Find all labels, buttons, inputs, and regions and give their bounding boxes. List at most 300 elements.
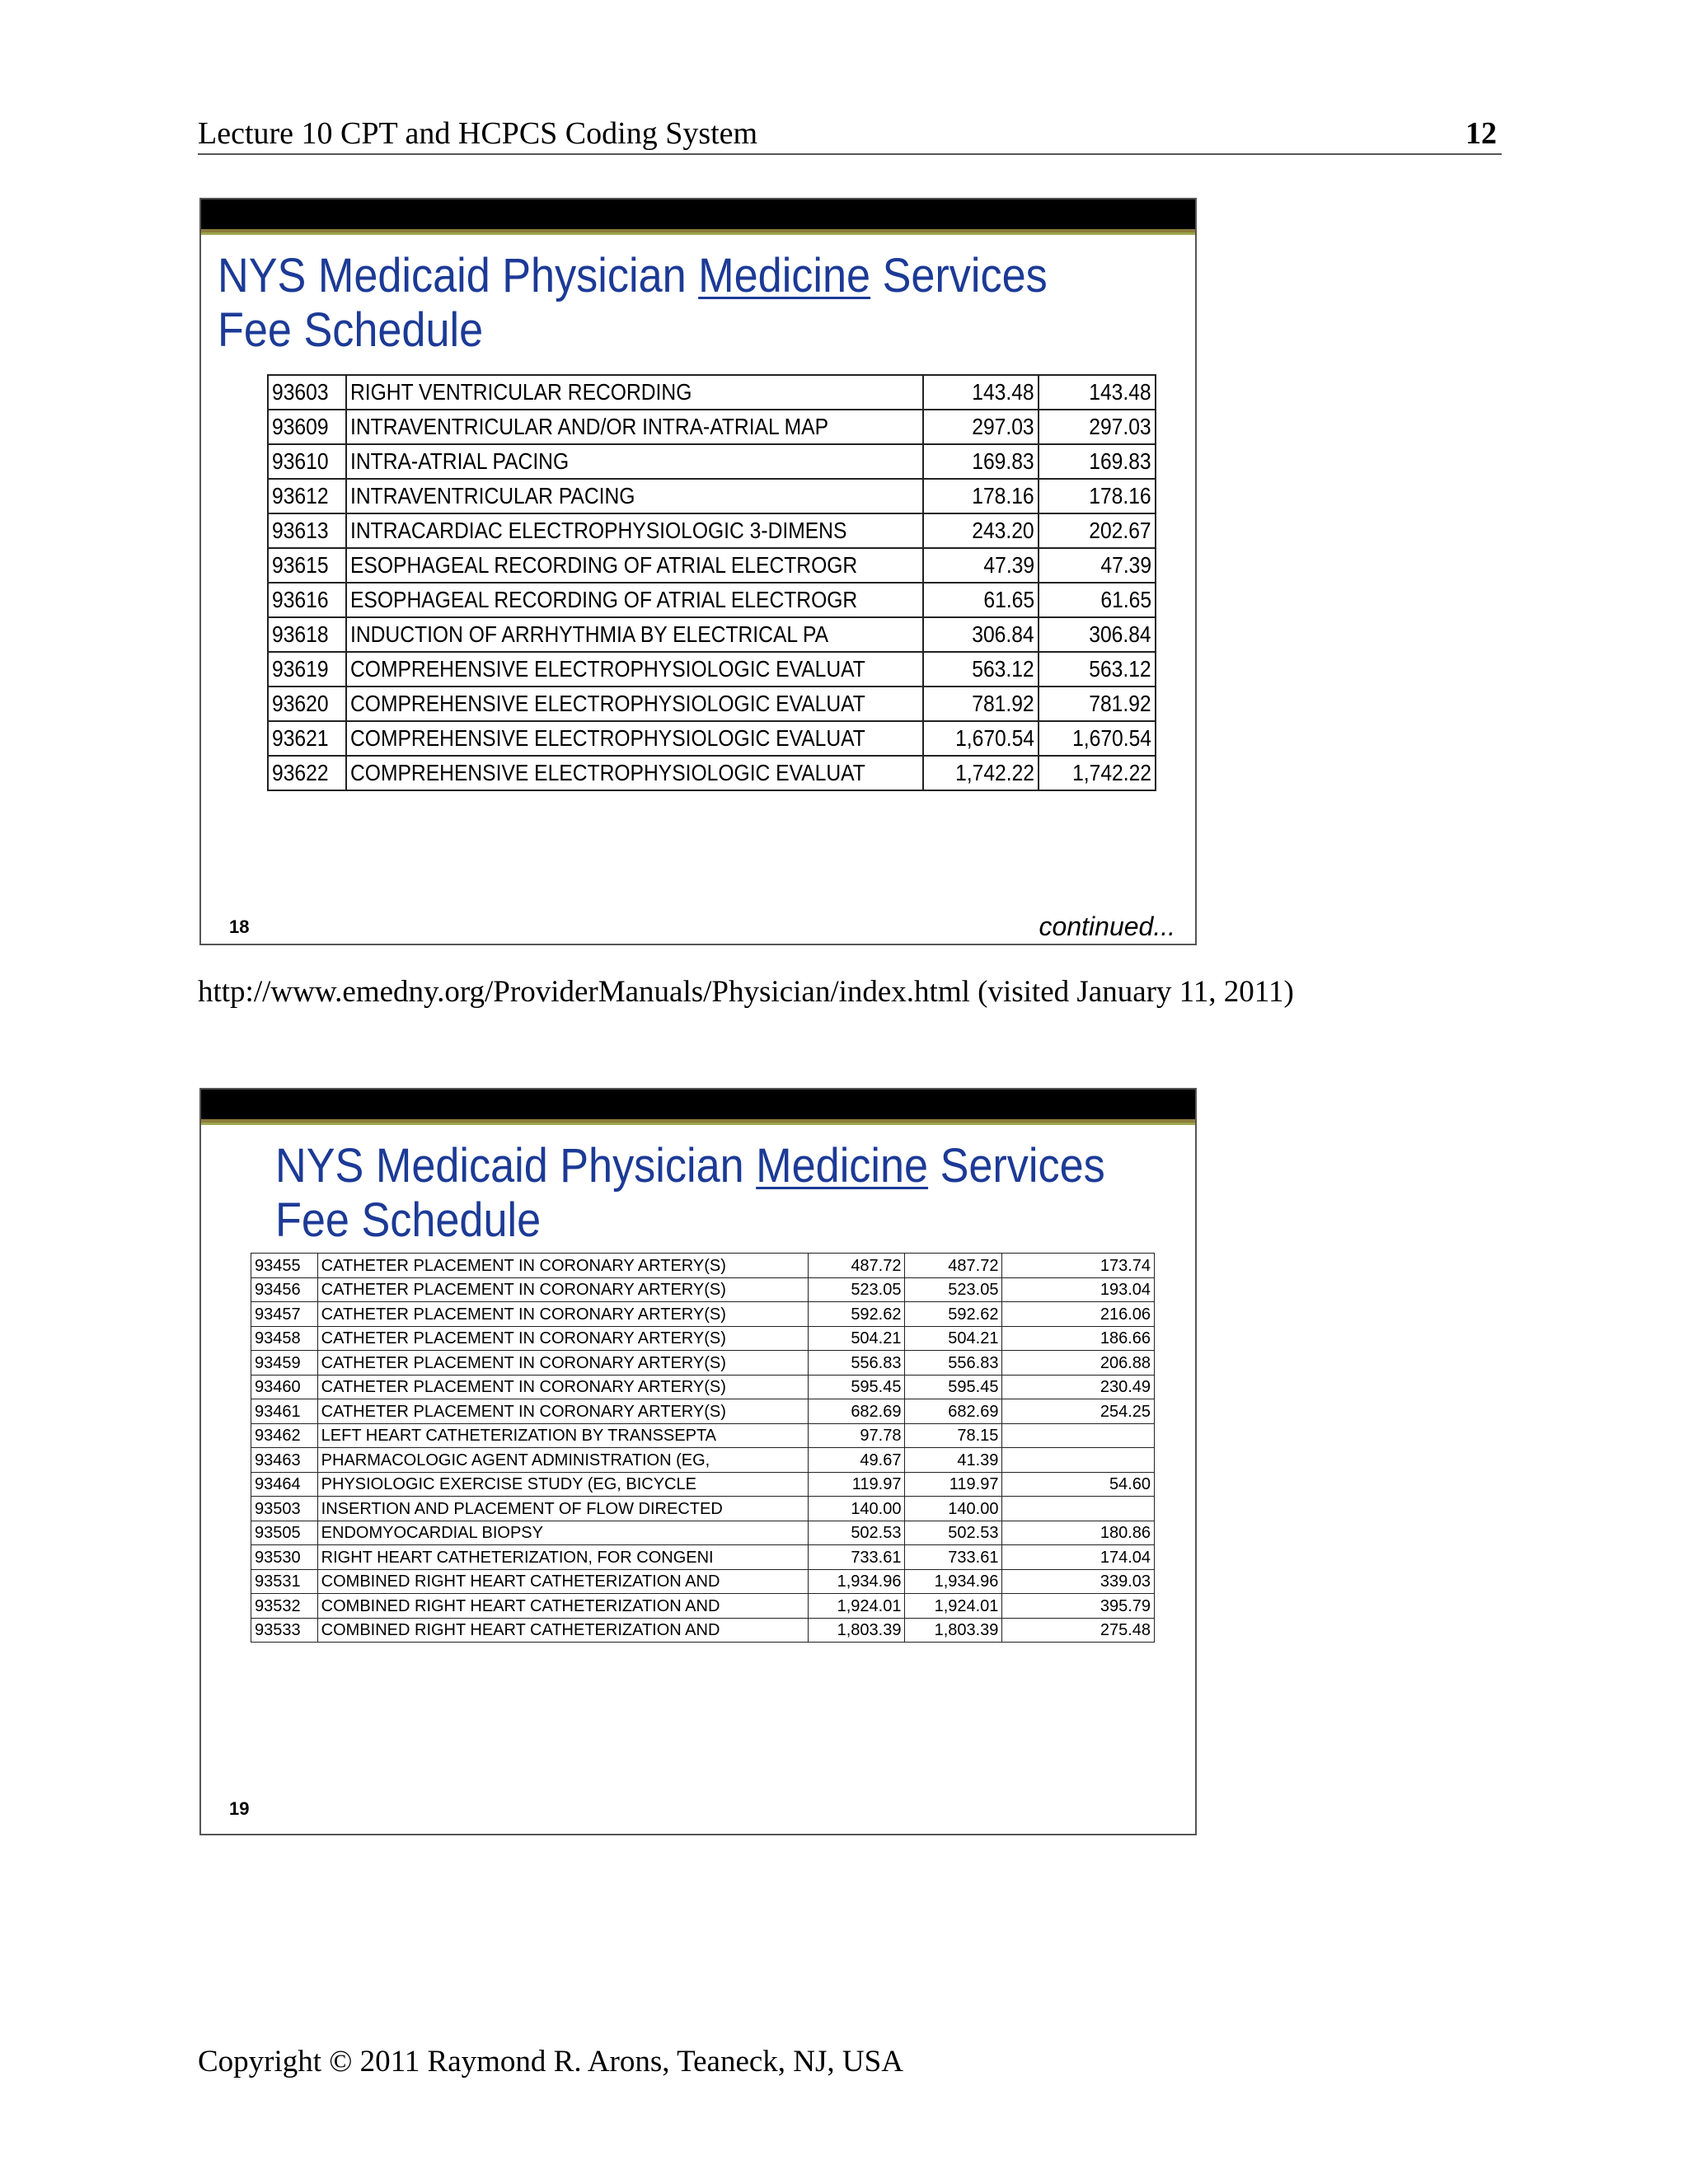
fee-cell: [808, 1545, 905, 1570]
fee-cell: [1002, 1423, 1155, 1448]
table-row: [251, 1326, 1155, 1351]
code-cell: [268, 375, 346, 410]
cell-text: 174.04: [1100, 1548, 1151, 1567]
fee-cell: [1002, 1302, 1155, 1327]
code-cell: [251, 1521, 318, 1545]
code-cell: [268, 756, 346, 790]
fee-cell: [905, 1569, 1002, 1594]
cell-text: CATHETER PLACEMENT IN CORONARY ARTERY(S): [321, 1305, 726, 1324]
table-row: [251, 1423, 1155, 1448]
cell-text: 230.49: [1100, 1378, 1151, 1396]
description-cell: [317, 1521, 808, 1545]
cell-text: 173.74: [1100, 1256, 1151, 1275]
fee-cell: [923, 513, 1039, 548]
cell-text: 93619: [272, 656, 329, 682]
cell-text: 119.97: [851, 1475, 902, 1493]
title-line-2: Fee Schedule: [218, 303, 484, 357]
table-row: [251, 1618, 1155, 1643]
page-header: [198, 115, 1502, 155]
fee-cell: [808, 1423, 905, 1448]
slide-title: [275, 1139, 1105, 1248]
cell-text: PHYSIOLOGIC EXERCISE STUDY (EG, BICYCLE: [321, 1475, 696, 1493]
page-number: 12: [1465, 116, 1497, 151]
cell-text: 93621: [272, 725, 329, 751]
fee-cell: [808, 1302, 905, 1327]
fee-schedule-table: [267, 374, 1156, 791]
cell-text: INTRAVENTRICULAR AND/OR INTRA-ATRIAL MAP: [350, 414, 829, 439]
fee-cell: [905, 1618, 1002, 1643]
cell-text: 93532: [255, 1596, 301, 1615]
code-cell: [268, 479, 346, 513]
cell-text: 47.39: [983, 552, 1034, 578]
cell-text: 1,934.96: [934, 1572, 999, 1591]
cell-text: 682.69: [851, 1402, 902, 1421]
fee-cell: [808, 1326, 905, 1351]
fee-cell: [1039, 652, 1156, 687]
cell-text: ENDOMYOCARDIAL BIOPSY: [321, 1524, 543, 1542]
fee-cell: [905, 1497, 1002, 1521]
fee-cell: [1002, 1326, 1155, 1351]
fee-cell: [808, 1521, 905, 1545]
cell-text: 306.84: [1089, 621, 1151, 647]
fee-cell: [905, 1423, 1002, 1448]
table-row: [268, 756, 1156, 790]
description-cell: [317, 1594, 808, 1619]
cell-text: 93455: [255, 1256, 301, 1275]
cell-text: COMPREHENSIVE ELECTROPHYSIOLOGIC EVALUAT: [350, 656, 865, 682]
fee-cell: [1002, 1472, 1155, 1497]
description-cell: [346, 687, 923, 721]
table-row: [251, 1448, 1155, 1473]
cell-text: INTRAVENTRICULAR PACING: [350, 483, 635, 509]
fee-cell: [1002, 1618, 1155, 1643]
cell-text: 97.78: [860, 1427, 902, 1445]
fee-cell: [1002, 1569, 1155, 1594]
code-cell: [268, 617, 346, 652]
fee-cell: [1039, 479, 1156, 513]
fee-cell: [923, 479, 1039, 513]
title-text-end: Services: [928, 1139, 1105, 1193]
description-cell: [346, 513, 923, 548]
description-cell: [317, 1497, 808, 1521]
description-cell: [346, 583, 923, 617]
code-cell: [268, 721, 346, 756]
description-cell: [346, 375, 923, 410]
cell-text: 781.92: [972, 691, 1034, 716]
cell-text: 93618: [272, 621, 329, 647]
cell-text: 93616: [272, 587, 329, 612]
cell-text: COMPREHENSIVE ELECTROPHYSIOLOGIC EVALUAT: [350, 760, 865, 785]
cell-text: 93609: [272, 414, 329, 439]
cell-text: 1,803.39: [934, 1621, 999, 1639]
table-row: [268, 583, 1156, 617]
fee-cell: [808, 1351, 905, 1376]
table-row: [251, 1351, 1155, 1376]
slide-rule-green: [201, 1122, 1195, 1125]
code-cell: [251, 1423, 318, 1448]
description-cell: [317, 1448, 808, 1473]
fee-cell: [1039, 756, 1156, 790]
description-cell: [346, 410, 923, 444]
cell-text: 1,742.22: [955, 760, 1034, 785]
fee-cell: [923, 410, 1039, 444]
table-row: [268, 479, 1156, 513]
fee-cell: [808, 1594, 905, 1619]
cell-text: 556.83: [948, 1353, 999, 1372]
cell-text: 733.61: [851, 1548, 902, 1567]
cell-text: 216.06: [1100, 1305, 1151, 1324]
code-cell: [268, 583, 346, 617]
code-cell: [251, 1375, 318, 1399]
table-row: [251, 1375, 1155, 1399]
cell-text: 206.88: [1100, 1353, 1151, 1372]
cell-text: 93620: [272, 691, 329, 716]
description-cell: [317, 1569, 808, 1594]
code-cell: [251, 1472, 318, 1497]
cell-text: 1,670.54: [1072, 725, 1151, 751]
code-cell: [268, 652, 346, 687]
code-cell: [251, 1545, 318, 1570]
fee-cell: [1002, 1497, 1155, 1521]
cell-text: 143.48: [972, 379, 1034, 405]
cell-text: COMPREHENSIVE ELECTROPHYSIOLOGIC EVALUAT: [350, 725, 865, 751]
cell-text: 193.04: [1100, 1281, 1151, 1299]
fee-cell: [1039, 375, 1156, 410]
cell-text: ESOPHAGEAL RECORDING OF ATRIAL ELECTROGR: [350, 587, 858, 612]
cell-text: 143.48: [1089, 379, 1151, 405]
cell-text: 41.39: [957, 1451, 999, 1469]
title-text-end: Services: [870, 249, 1048, 302]
code-cell: [251, 1618, 318, 1643]
cell-text: LEFT HEART CATHETERIZATION BY TRANSSEPTA: [321, 1427, 717, 1445]
fee-cell: [1039, 410, 1156, 444]
code-cell: [251, 1326, 318, 1351]
description-cell: [317, 1472, 808, 1497]
code-cell: [268, 444, 346, 479]
fee-cell: [905, 1448, 1002, 1473]
cell-text: CATHETER PLACEMENT IN CORONARY ARTERY(S): [321, 1329, 726, 1347]
description-cell: [346, 444, 923, 479]
table-row: [251, 1254, 1155, 1278]
code-cell: [251, 1594, 318, 1619]
cell-text: 93610: [272, 448, 329, 474]
fee-cell: [808, 1254, 905, 1278]
code-cell: [251, 1497, 318, 1521]
title-text: NYS Medicaid Physician: [218, 249, 699, 302]
fee-cell: [808, 1277, 905, 1302]
cell-text: 47.39: [1100, 552, 1151, 578]
cell-text: 93612: [272, 483, 329, 509]
fee-cell: [808, 1448, 905, 1473]
fee-cell: [1039, 617, 1156, 652]
fee-schedule-table: [251, 1253, 1155, 1643]
cell-text: 1,934.96: [837, 1572, 902, 1591]
title-underlined-word: Medicine: [698, 249, 871, 302]
cell-text: 93462: [255, 1427, 301, 1445]
continued-note: continued...: [1039, 912, 1175, 941]
cell-text: 119.97: [949, 1475, 999, 1493]
fee-cell: [1039, 548, 1156, 583]
description-cell: [346, 721, 923, 756]
cell-text: 1,924.01: [934, 1596, 999, 1615]
cell-text: 78.15: [957, 1427, 999, 1445]
table-row: [251, 1399, 1155, 1424]
cell-text: 93463: [255, 1451, 301, 1469]
slide-number: 18: [229, 916, 250, 937]
cell-text: 1,742.22: [1072, 760, 1151, 785]
cell-text: 502.53: [948, 1524, 999, 1542]
cell-text: COMBINED RIGHT HEART CATHETERIZATION AND: [321, 1621, 720, 1639]
cell-text: INSERTION AND PLACEMENT OF FLOW DIRECTED: [321, 1499, 723, 1518]
cell-text: 556.83: [851, 1353, 902, 1372]
cell-text: RIGHT VENTRICULAR RECORDING: [350, 379, 692, 405]
fee-cell: [923, 687, 1039, 721]
title-underlined-word: Medicine: [756, 1139, 929, 1193]
fee-cell: [1039, 444, 1156, 479]
description-cell: [317, 1399, 808, 1424]
fee-cell: [1002, 1399, 1155, 1424]
code-cell: [251, 1302, 318, 1327]
cell-text: 1,924.01: [837, 1596, 902, 1615]
fee-cell: [905, 1277, 1002, 1302]
code-cell: [268, 687, 346, 721]
cell-text: 93503: [255, 1499, 301, 1518]
cell-text: 140.00: [851, 1499, 902, 1518]
lecture-title: Lecture 10 CPT and HCPCS Coding System: [198, 116, 758, 151]
description-cell: [317, 1277, 808, 1302]
cell-text: 502.53: [851, 1524, 902, 1542]
cell-text: 93530: [255, 1548, 301, 1567]
cell-text: 595.45: [851, 1378, 902, 1396]
cell-text: CATHETER PLACEMENT IN CORONARY ARTERY(S): [321, 1281, 726, 1299]
fee-cell: [1039, 513, 1156, 548]
fee-cell: [923, 444, 1039, 479]
code-cell: [268, 410, 346, 444]
cell-text: 93505: [255, 1524, 301, 1542]
cell-text: 93461: [255, 1402, 301, 1421]
code-cell: [251, 1277, 318, 1302]
cell-text: 93613: [272, 518, 329, 543]
cell-text: 592.62: [948, 1305, 999, 1324]
cell-text: 178.16: [1089, 483, 1151, 509]
fee-cell: [1039, 687, 1156, 721]
description-cell: [317, 1375, 808, 1399]
cell-text: INTRA-ATRIAL PACING: [350, 448, 570, 474]
cell-text: INTRACARDIAC ELECTROPHYSIOLOGIC 3-DIMENS: [350, 518, 847, 543]
title-text: NYS Medicaid Physician: [275, 1139, 757, 1193]
cell-text: 243.20: [972, 518, 1034, 543]
cell-text: 93615: [272, 552, 329, 578]
cell-text: 297.03: [972, 414, 1034, 439]
source-url: http://www.emedny.org/ProviderManuals/Physician/index.html (visited January 11, 2011): [198, 975, 1294, 1009]
cell-text: 781.92: [1089, 691, 1151, 716]
table-row: [268, 617, 1156, 652]
code-cell: [251, 1569, 318, 1594]
fee-cell: [1039, 583, 1156, 617]
code-cell: [268, 548, 346, 583]
description-cell: [317, 1302, 808, 1327]
cell-text: 178.16: [972, 483, 1034, 509]
fee-cell: [1002, 1351, 1155, 1376]
cell-text: 169.83: [972, 448, 1034, 474]
table-row: [268, 721, 1156, 756]
description-cell: [317, 1351, 808, 1376]
fee-cell: [905, 1399, 1002, 1424]
description-cell: [317, 1326, 808, 1351]
fee-cell: [808, 1569, 905, 1594]
description-cell: [317, 1254, 808, 1278]
cell-text: 306.84: [972, 621, 1034, 647]
fee-cell: [808, 1472, 905, 1497]
cell-text: 93533: [255, 1621, 301, 1639]
fee-cell: [1002, 1375, 1155, 1399]
description-cell: [346, 479, 923, 513]
description-cell: [317, 1423, 808, 1448]
cell-text: 592.62: [851, 1305, 902, 1324]
cell-text: 504.21: [948, 1329, 999, 1347]
title-line-2: Fee Schedule: [275, 1193, 542, 1247]
copyright: Copyright © 2011 Raymond R. Arons, Teaneck, NJ, USA: [198, 2045, 903, 2079]
description-cell: [346, 652, 923, 687]
table-row: [251, 1569, 1155, 1594]
fee-cell: [905, 1302, 1002, 1327]
fee-cell: [923, 756, 1039, 790]
cell-text: 487.72: [948, 1256, 999, 1275]
slide-rule-green: [201, 232, 1195, 235]
fee-cell: [1039, 721, 1156, 756]
code-cell: [251, 1351, 318, 1376]
fee-cell: [808, 1399, 905, 1424]
slide-number: 19: [229, 1798, 250, 1819]
cell-text: 297.03: [1089, 414, 1151, 439]
fee-cell: [923, 548, 1039, 583]
fee-cell: [808, 1497, 905, 1521]
code-cell: [251, 1254, 318, 1278]
cell-text: 254.25: [1100, 1402, 1151, 1421]
fee-cell: [1002, 1545, 1155, 1570]
cell-text: 682.69: [948, 1402, 999, 1421]
cell-text: ESOPHAGEAL RECORDING OF ATRIAL ELECTROGR: [350, 552, 858, 578]
fee-cell: [808, 1375, 905, 1399]
cell-text: 61.65: [1100, 587, 1151, 612]
table-row: [268, 375, 1156, 410]
table-row: [268, 548, 1156, 583]
fee-cell: [923, 375, 1039, 410]
table-row: [251, 1302, 1155, 1327]
fee-cell: [905, 1254, 1002, 1278]
fee-cell: [923, 721, 1039, 756]
cell-text: 93459: [255, 1353, 301, 1372]
cell-text: 49.67: [860, 1451, 902, 1469]
cell-text: 733.61: [948, 1548, 999, 1567]
slide-top-bar: [201, 1090, 1195, 1119]
cell-text: COMBINED RIGHT HEART CATHETERIZATION AND: [321, 1596, 720, 1615]
cell-text: 54.60: [1109, 1475, 1151, 1493]
fee-cell: [905, 1375, 1002, 1399]
fee-cell: [923, 617, 1039, 652]
cell-text: 563.12: [1089, 656, 1151, 682]
fee-cell: [905, 1326, 1002, 1351]
table-row: [268, 410, 1156, 444]
cell-text: 93456: [255, 1281, 301, 1299]
cell-text: 93457: [255, 1305, 301, 1324]
fee-cell: [1002, 1277, 1155, 1302]
table-row: [251, 1521, 1155, 1545]
cell-text: 93622: [272, 760, 329, 785]
cell-text: INDUCTION OF ARRHYTHMIA BY ELECTRICAL PA: [350, 621, 829, 647]
table-row: [251, 1545, 1155, 1570]
fee-cell: [1002, 1594, 1155, 1619]
fee-cell: [905, 1594, 1002, 1619]
cell-text: CATHETER PLACEMENT IN CORONARY ARTERY(S): [321, 1256, 726, 1275]
cell-text: 395.79: [1100, 1596, 1151, 1615]
description-cell: [317, 1545, 808, 1570]
cell-text: 339.03: [1100, 1572, 1151, 1591]
cell-text: CATHETER PLACEMENT IN CORONARY ARTERY(S): [321, 1402, 726, 1421]
description-cell: [346, 548, 923, 583]
cell-text: COMBINED RIGHT HEART CATHETERIZATION AND: [321, 1572, 720, 1591]
table-row: [268, 652, 1156, 687]
table-row: [251, 1277, 1155, 1302]
cell-text: 1,803.39: [837, 1621, 902, 1639]
cell-text: 504.21: [851, 1329, 902, 1347]
cell-text: 186.66: [1100, 1329, 1151, 1347]
fee-cell: [905, 1472, 1002, 1497]
cell-text: 169.83: [1089, 448, 1151, 474]
cell-text: CATHETER PLACEMENT IN CORONARY ARTERY(S): [321, 1353, 726, 1372]
table-row: [268, 513, 1156, 548]
description-cell: [346, 617, 923, 652]
slide-18: [199, 198, 1197, 945]
table-row: [251, 1472, 1155, 1497]
cell-text: 93458: [255, 1329, 301, 1347]
cell-text: 1,670.54: [955, 725, 1034, 751]
cell-text: 202.67: [1089, 518, 1151, 543]
fee-cell: [808, 1618, 905, 1643]
cell-text: 140.00: [948, 1499, 999, 1518]
table-row: [251, 1594, 1155, 1619]
fee-cell: [905, 1351, 1002, 1376]
cell-text: CATHETER PLACEMENT IN CORONARY ARTERY(S): [321, 1378, 726, 1396]
cell-text: COMPREHENSIVE ELECTROPHYSIOLOGIC EVALUAT: [350, 691, 865, 716]
table-row: [251, 1497, 1155, 1521]
cell-text: RIGHT HEART CATHETERIZATION, FOR CONGENI: [321, 1548, 714, 1567]
fee-cell: [1002, 1254, 1155, 1278]
cell-text: 93603: [272, 379, 329, 405]
fee-cell: [1002, 1448, 1155, 1473]
cell-text: PHARMACOLOGIC AGENT ADMINISTRATION (EG,: [321, 1451, 710, 1469]
slide-19: [199, 1088, 1197, 1835]
description-cell: [346, 756, 923, 790]
fee-cell: [1002, 1521, 1155, 1545]
fee-cell: [923, 583, 1039, 617]
description-cell: [317, 1618, 808, 1643]
cell-text: 93460: [255, 1378, 301, 1396]
cell-text: 93464: [255, 1475, 301, 1493]
cell-text: 523.05: [948, 1281, 999, 1299]
table-row: [268, 687, 1156, 721]
fee-cell: [905, 1545, 1002, 1570]
cell-text: 523.05: [851, 1281, 902, 1299]
cell-text: 595.45: [948, 1378, 999, 1396]
slide-title: [218, 249, 1048, 358]
cell-text: 61.65: [983, 587, 1034, 612]
cell-text: 487.72: [851, 1256, 902, 1275]
cell-text: 93531: [255, 1572, 301, 1591]
fee-cell: [905, 1521, 1002, 1545]
code-cell: [251, 1448, 318, 1473]
slide-top-bar: [201, 199, 1195, 229]
